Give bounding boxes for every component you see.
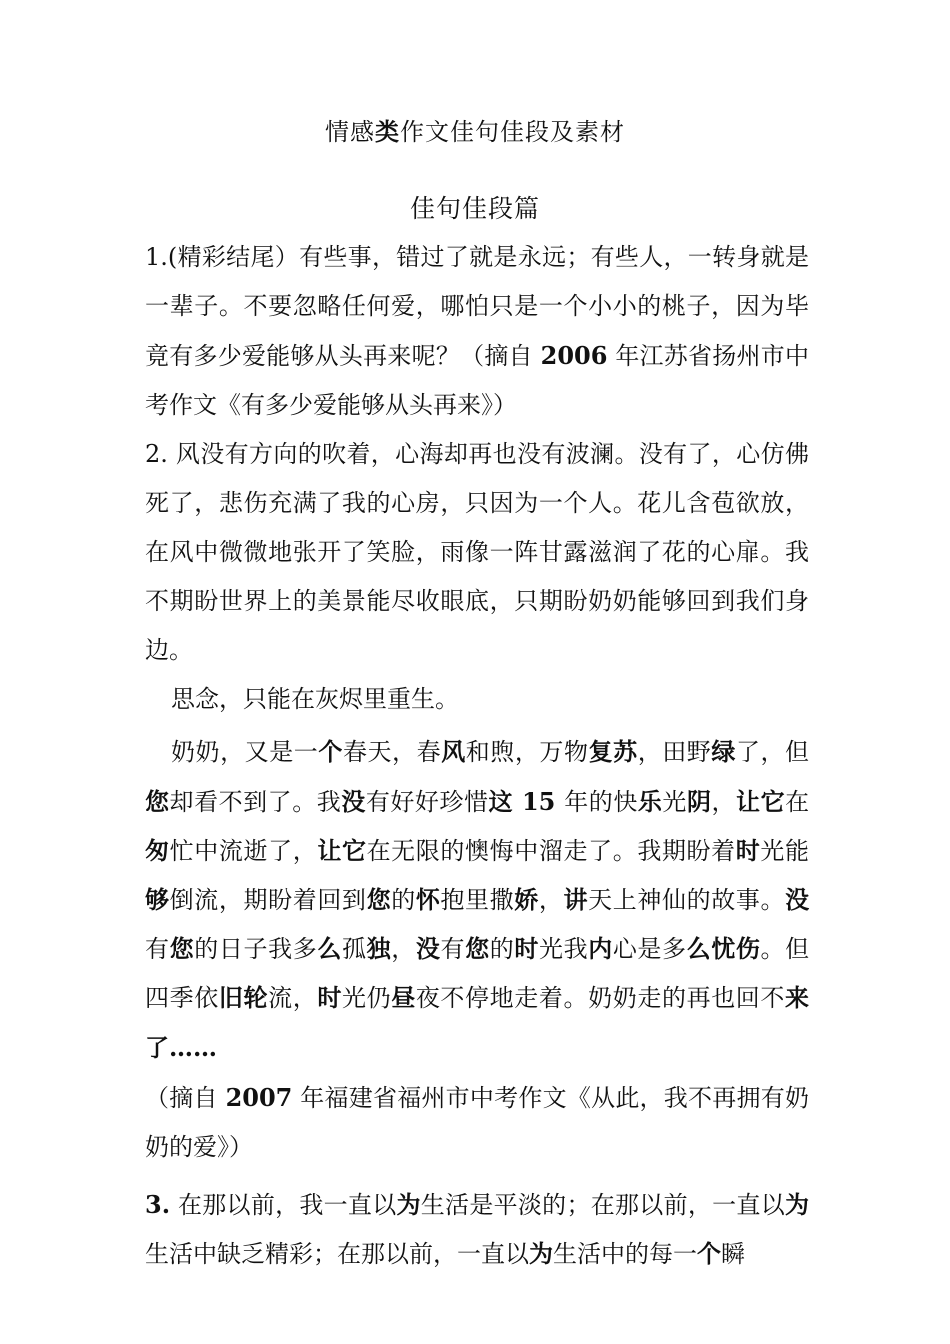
item-3-text-segment: 为 (529, 1240, 553, 1268)
grandma-text-segment: 没 (785, 886, 810, 914)
grandma-source (145, 1073, 809, 1172)
grandma-text-segment: 。但四季依 (145, 935, 810, 1012)
item-1 (145, 233, 809, 430)
grandma-text-segment: 倒流，期盼着回到 (169, 886, 367, 914)
grandma-text-segment: 风 (441, 738, 466, 766)
item-1-source: 年江苏省扬州市中考作文《有多少爱能够从头再来》） (145, 342, 809, 419)
grandma-text-segment: 这 (488, 788, 514, 816)
grandma-text-segment: 在无限的懊悔中溜走了。我期盼着 (366, 837, 736, 865)
grandma-source-year: 2007 (225, 1083, 293, 1112)
document-body (145, 233, 809, 1279)
grandma-text-segment: 复苏 (588, 738, 638, 766)
item-2-text: 风没有方向的吹着，心海却再也没有波澜。没有了，心仿佛死了，悲伤充满了我的心房，只因为一个人。花儿含苞欲放，在风中微微地张开了笑脸，雨像一阵甘露滋润了花的心扉。我不期盼世界上的美景能尽收眼底，只期盼奶奶能够回到我们身边。 (145, 440, 809, 664)
grandma-text-segment: 让它 (736, 788, 786, 816)
grandma-text-segment: 么 (317, 935, 342, 963)
item-1-year: 2006 (540, 341, 608, 370)
grandma-text-segment: 您 (169, 935, 195, 963)
grandma-text-segment: 夜不停地走着。奶奶走的再也回不 (415, 984, 786, 1012)
grandma-text-segment: 没 (341, 788, 366, 816)
grandma-text-segment: 么忧伤 (686, 935, 761, 963)
grandma-text-segment: 您 (145, 788, 170, 816)
grandma-text-segment: ，田野 (637, 738, 712, 766)
item-2-number: 2. (145, 440, 168, 468)
grandma-text-segment: ， (538, 886, 564, 914)
grandma-text-segment: 了…… (145, 1033, 217, 1062)
grandma-text-segment: 够 (145, 886, 170, 914)
item-3-text-segment: 生活中缺乏精彩；在那以前，一直以 (145, 1240, 529, 1268)
grandma-text-segment: 15 (513, 787, 565, 816)
grandma-text-segment: 来 (785, 984, 810, 1012)
grandma-text-segment: 有 (145, 935, 170, 963)
grandma-text-segment: 时 (514, 935, 539, 963)
section-title: 佳句佳段篇 (409, 194, 540, 223)
item-3-text-segment: 为 (785, 1191, 809, 1219)
grandma-text-segment: 奶奶，又是一 (171, 738, 319, 766)
grandma-text-segment: 您 (465, 935, 490, 963)
grandma-text-segment: 却看不到了。我 (169, 788, 342, 816)
grandma-text-segment: 春天，春 (342, 738, 442, 766)
grandma-paragraph (145, 728, 809, 1073)
grandma-text-segment: 光我 (538, 935, 589, 963)
grandma-text-segment: 忙中流逝了， (169, 837, 318, 865)
grandma-text-segment: 让它 (317, 837, 367, 865)
grandma-text-segment: 有好好珍惜 (365, 788, 489, 816)
grandma-text-segment: 阴 (686, 788, 712, 816)
grandma-text-segment: 光能 (760, 837, 810, 865)
grandma-text-segment: 的 (489, 935, 515, 963)
grandma-text-segment: 流， (268, 984, 318, 1012)
grandma-source-pre: （摘自 (145, 1084, 226, 1112)
grandma-text-segment: 光 (662, 788, 687, 816)
grandma-text-segment: 匆 (145, 837, 170, 865)
grandma-text-segment: 的日子我多 (194, 935, 318, 963)
grandma-text-segment: 了，但 (735, 738, 810, 766)
grandma-text-segment: 乐 (637, 788, 663, 816)
grandma-text-segment: ， (711, 788, 737, 816)
title-part-1: 情感 (325, 118, 375, 146)
title-part-bold: 类 (375, 118, 400, 146)
grandma-text-segment: 内 (588, 935, 613, 963)
item-1-number: 1. (145, 243, 168, 271)
grandma-text-segment: 个 (318, 738, 343, 766)
grandma-text-segment: 时 (735, 837, 761, 865)
grandma-text-segment: 旧轮 (218, 984, 269, 1012)
item-3-text-segment: 在那以前，我一直以 (170, 1191, 397, 1219)
grandma-text-segment: 年的快 (564, 788, 638, 816)
item-3-text-segment: 为 (396, 1191, 421, 1219)
grandma-text-segment: ， (391, 935, 416, 963)
grandma-text-segment: 您 (366, 886, 392, 914)
grandma-text-segment: 抱里撒 (440, 886, 515, 914)
item-3-text-segment: 生活中的每一 (553, 1240, 697, 1268)
grandma-text-segment: 讲 (563, 886, 589, 914)
short-line: 思念，只能在灰烬里重生。 (171, 685, 459, 713)
title-part-2: 作文佳句佳段及素材 (400, 118, 625, 146)
grandma-text-segment: 娇 (514, 886, 539, 914)
item-1-lead: (精彩结尾） (167, 243, 300, 271)
item-2 (145, 430, 809, 675)
item-3-text-segment: 生活是平淡的；在那以前，一直以 (420, 1191, 785, 1219)
grandma-text-segment: 时 (317, 984, 342, 1012)
grandma-text-segment: 独 (366, 935, 392, 963)
grandma-text-segment: 天上神仙的故事。 (588, 886, 786, 914)
item-3-text-segment: 个 (697, 1240, 721, 1268)
grandma-text-segment: 在 (785, 788, 810, 816)
grandma-source-post: 年福建省福州市中考作文《从此，我不再拥有奶奶的爱》） (145, 1084, 809, 1161)
grandma-text-segment: 绿 (711, 738, 736, 766)
document-title (0, 117, 950, 147)
item-3-text-segment: 3. (145, 1190, 171, 1219)
item-1-text: 有些事，错过了就是永远；有些人，一转身就是一辈子。不要忽略任何爱，哪怕只是一个小小的桃子，因为毕竟有多少爱能够从头再来呢？（摘自 (145, 243, 809, 370)
grandma-text-segment: 怀 (415, 886, 441, 914)
grandma-text-segment: 和煦，万物 (465, 738, 589, 766)
grandma-text-segment: 有 (440, 935, 466, 963)
grandma-text-segment: 没 (415, 935, 441, 963)
grandma-text-segment: 孤 (341, 935, 367, 963)
grandma-text-segment: 昼 (391, 984, 416, 1012)
grandma-text-segment: 光仍 (341, 984, 392, 1012)
item-3 (145, 1180, 809, 1279)
grandma-text-segment: 心是多 (612, 935, 687, 963)
item-3-text-segment: 瞬 (721, 1240, 745, 1268)
grandma-text-segment: 的 (391, 886, 416, 914)
